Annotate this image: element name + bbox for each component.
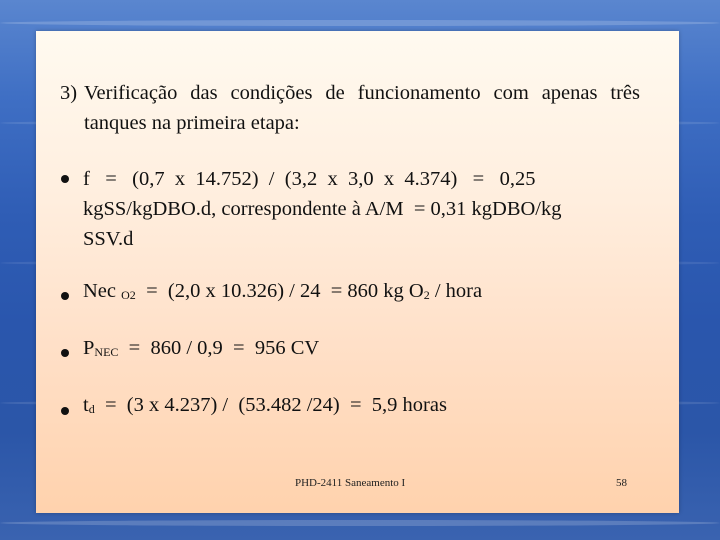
td-formula: = (3 x 4.237) / (53.482 /24) = 5,9 horas (94, 394, 447, 416)
nec-formula: = (2,0 x 10.326) / 24 = 860 kg O (135, 280, 424, 302)
nec-sub-2: 2 (423, 288, 430, 302)
td-sub: d (88, 402, 95, 416)
slide-panel (36, 31, 679, 513)
bullet-dot (61, 349, 69, 357)
section-heading-text: Verificação das condições de funcionamento com apenas três tanques na primeira etapa: (84, 82, 640, 134)
background-wave (0, 20, 720, 26)
bullet-dot (61, 292, 69, 300)
bullet-f-line3: SSV.d (83, 228, 134, 250)
footer-course: PHD-2411 Saneamento I (295, 477, 406, 489)
nec-sub-o2: O2 (121, 288, 136, 302)
bullet-f-line1: f = (0,7 x 14.752) / (3,2 x 3,0 x 4.374) = 0,25 (83, 168, 536, 190)
footer-page-number: 58 (616, 477, 627, 489)
td-prefix: t (83, 394, 89, 416)
pnec-prefix: P (83, 337, 95, 359)
pnec-sub: NEC (94, 345, 119, 359)
pnec-formula: = 860 / 0,9 = 956 CV (118, 337, 320, 359)
nec-suffix: / hora (429, 280, 483, 302)
bullet-nec (83, 276, 482, 310)
bullet-f-line2: kgSS/kgDBO.d, correspondente à A/M = 0,31 kgDBO/kg (83, 198, 562, 220)
bullet-dot (61, 175, 69, 183)
background-wave (0, 520, 720, 526)
bullet-pnec (83, 333, 319, 367)
bullet-dot (61, 407, 69, 415)
bullet-td (83, 390, 447, 424)
section-number: 3) (60, 82, 78, 104)
nec-prefix: Nec (83, 280, 117, 302)
